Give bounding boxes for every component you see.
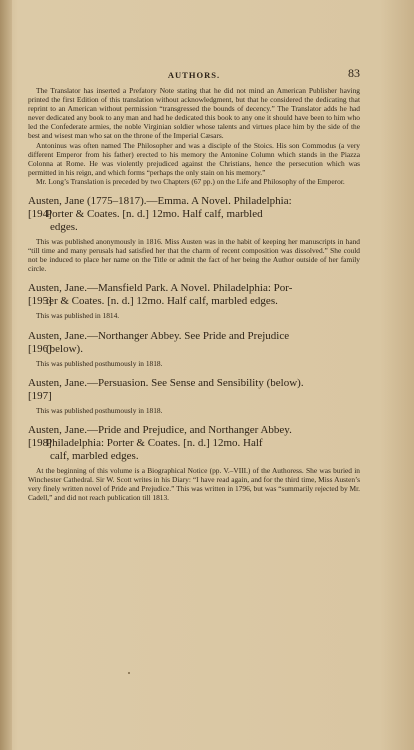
entry-text: (below). [46,342,83,355]
catalog-entry [28,282,360,320]
entry-heading: Austen, Jane.—Northanger Abbey. See Pride and Prejudice [28,329,290,342]
ink-speck [128,672,130,674]
entry-note: This was published posthumously in 1818. [36,358,163,368]
page-gutter [0,0,12,750]
entry-text: Philadelphia: Porter & Coates. [n. d.] 12mo. Half [46,436,263,449]
catalog-entry [28,330,360,368]
catalog-entry [28,195,360,273]
entry-note: This was published posthumously in 1818. [36,405,163,415]
entry-heading: Austen, Jane.—Mansfield Park. A Novel. Philadelphia: Por- [28,282,293,295]
entry-heading: Austen, Jane.—Persuasion. See Sense and Sensibility (below). [28,376,304,389]
entry-text: Porter & Coates. [n. d.] 12mo. Half calf, marbled [46,208,263,221]
note-paragraph: Antoninus was often named The Philosopher and was a disciple of the Stoics. His son Commodus (a very different Emperor from his father) erected to his memory the Antonine Column which stands in the Piazza Colonna at Rome. He was violently prejudiced against the Christians, hence the persecution which was permitted in his reign, and which forms “perhaps the only stain on his memory.” [28,140,360,177]
entry-note: This was published in 1814. [36,311,120,321]
catalog-entry [28,377,360,415]
entry-note: This was published anonymously in 1816. Miss Austen was in the habit of keeping her manuscripts in hand “till time and many perusals had satisfied her that the charm of recent composition was dissolved.” She could not be induced to place her name on the Title or admit the fact of her being the Author outside of her family circle. [28,237,360,274]
running-title: AUTHORS. [167,70,221,80]
entry-number: [194] [28,208,52,221]
entry-text: edges. [50,221,78,234]
intro-note [28,86,360,186]
entry-text: ter & Coates. [n. d.] 12mo. Half calf, marbled edges. [46,295,278,308]
entry-note: At the beginning of this volume is a Biographical Notice (pp. V.–VIII.) of the Authoress. She was buried in Winchester Cathedral. Sir W. Scott writes in his Diary: “I have read again, and for the third time, Miss Austen’s very finely written novel of Pride and Prejudice.” This was written in 1796, but was “summarily rejected by Mr. Cadell,” and did not reach publication till 1813. [28,465,360,502]
catalog-entry [28,424,360,502]
note-paragraph: The Translator has inserted a Prefatory Note stating that he did not mind an American Publisher having printed the first Edition of this translation without acknowledgment, but that he considered the dedicating that reprint to an American without permission “transgressed the bounds of decency.” The Translator adds he had never dedicated any book to any man and had he dedicated this book to any one it should have been to him who led the Confederate armies, the noble Virginian soldier whose talents and virtues place him by the side of the best and wisest man who sat on the throne of the Imperial Cæsars. [28,86,360,141]
entry-number: [197] [28,389,52,402]
entry-heading: Austen, Jane.—Pride and Prejudice, and Northanger Abbey. [28,423,292,436]
page-content [28,66,360,502]
entry-text: calf, marbled edges. [50,449,139,462]
page-header [28,66,360,82]
page-number: 83 [348,66,360,80]
note-paragraph: Mr. Long’s Translation is preceded by two Chapters (67 pp.) on the Life and Philosophy of the Emperor. [36,176,345,186]
entry-number: [198] [28,436,52,449]
entry-number: [195] [28,295,52,308]
entry-number: [196] [28,342,52,355]
entry-heading: Austen, Jane (1775–1817).—Emma. A Novel. Philadelphia: [28,195,292,208]
